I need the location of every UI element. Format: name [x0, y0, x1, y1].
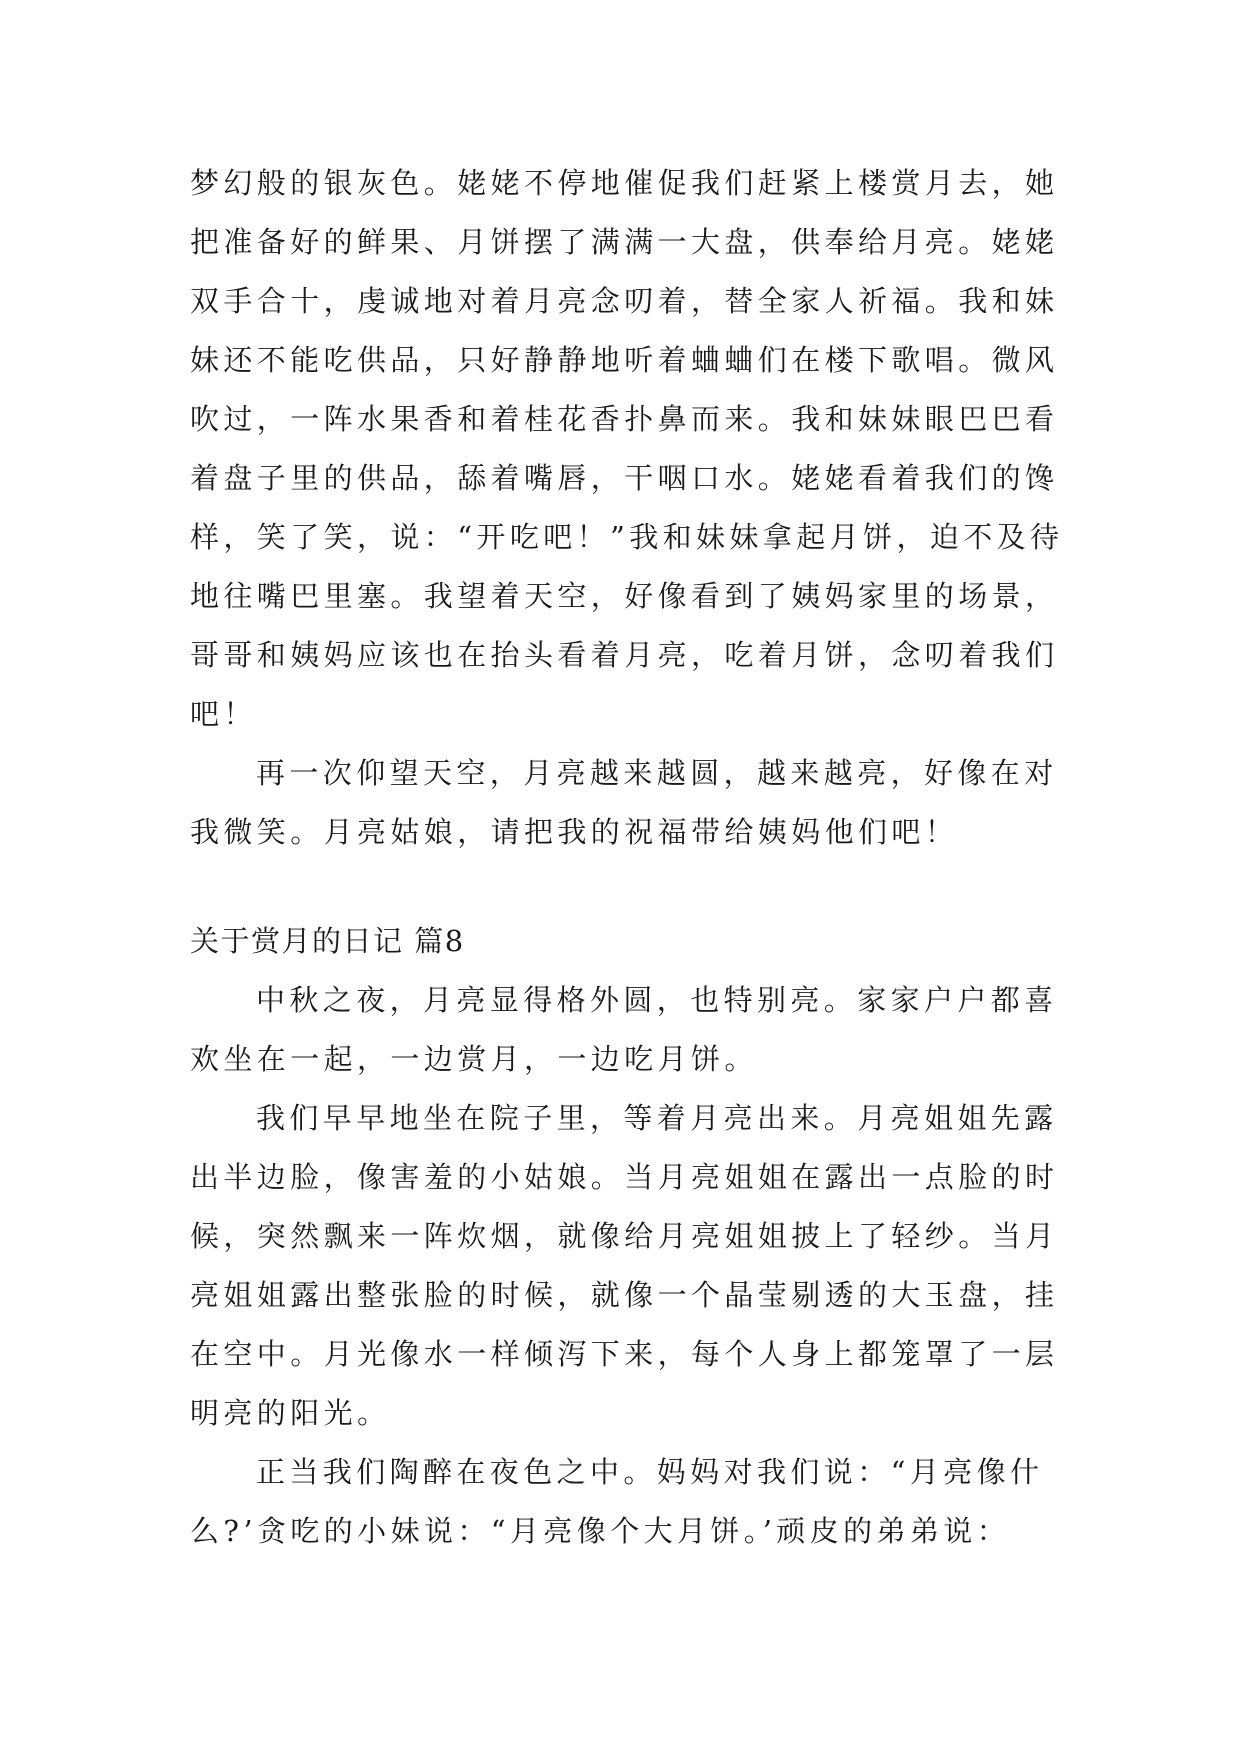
paragraph-line: 双手合十，虔诚地对着月亮念叨着，替全家人祈福。我和妹: [190, 284, 1059, 318]
paragraph-line: 梦幻般的银灰色。姥姥不停地催促我们赶紧上楼赏月去，她: [190, 166, 1059, 200]
paragraph-line: 吹过，一阵水果香和着桂花香扑鼻而来。我和妹妹眼巴巴看: [190, 402, 1059, 436]
paragraph-line: 么?’贪吃的小妹说：“月亮像个大月饼。’顽皮的弟弟说：: [190, 1514, 1011, 1548]
paragraph-line: 中秋之夜，月亮显得格外圆，也特别亮。家家户户都喜: [256, 983, 1058, 1017]
paragraph-line: 亮姐姐露出整张脸的时候，就像一个晶莹剔透的大玉盘，挂: [190, 1278, 1059, 1312]
paragraph-line: 再一次仰望天空，月亮越来越圆，越来越亮，好像在对: [256, 756, 1058, 790]
paragraph-line: 地往嘴巴里塞。我望着天空，好像看到了姨妈家里的场景，: [190, 579, 1059, 613]
paragraph-line: 出半边脸，像害羞的小姑娘。当月亮姐姐在露出一点脸的时: [190, 1160, 1059, 1194]
section-heading: 关于赏月的日记 篇8: [190, 924, 465, 958]
paragraph-line: 明亮的阳光。: [190, 1396, 391, 1430]
paragraph-line: 欢坐在一起，一边赏月，一边吃月饼。: [190, 1042, 758, 1076]
paragraph-line: 在空中。月光像水一样倾泻下来，每个人身上都笼罩了一层: [190, 1337, 1059, 1371]
paragraph-line: 正当我们陶醉在夜色之中。妈妈对我们说：“月亮像什: [256, 1455, 1044, 1489]
paragraph-line: 吧！: [190, 697, 257, 731]
paragraph-line: 妹还不能吃供品，只好静静地听着蛐蛐们在楼下歌唱。微风: [190, 343, 1059, 377]
paragraph-line: 样，笑了笑，说：“开吃吧！”我和妹妹拿起月饼，迫不及待: [190, 520, 1064, 554]
paragraph-line: 我微笑。月亮姑娘，请把我的祝福带给姨妈他们吧！: [190, 815, 959, 849]
paragraph-line: 哥哥和姨妈应该也在抬头看着月亮，吃着月饼，念叨着我们: [190, 638, 1059, 672]
paragraph-line: 着盘子里的供品，舔着嘴唇，干咽口水。姥姥看着我们的馋: [190, 461, 1059, 495]
paragraph-line: 候，突然飘来一阵炊烟，就像给月亮姐姐披上了轻纱。当月: [190, 1219, 1059, 1253]
paragraph-line: 把准备好的鲜果、月饼摆了满满一大盘，供奉给月亮。姥姥: [190, 225, 1059, 259]
paragraph-line: 我们早早地坐在院子里，等着月亮出来。月亮姐姐先露: [256, 1101, 1058, 1135]
